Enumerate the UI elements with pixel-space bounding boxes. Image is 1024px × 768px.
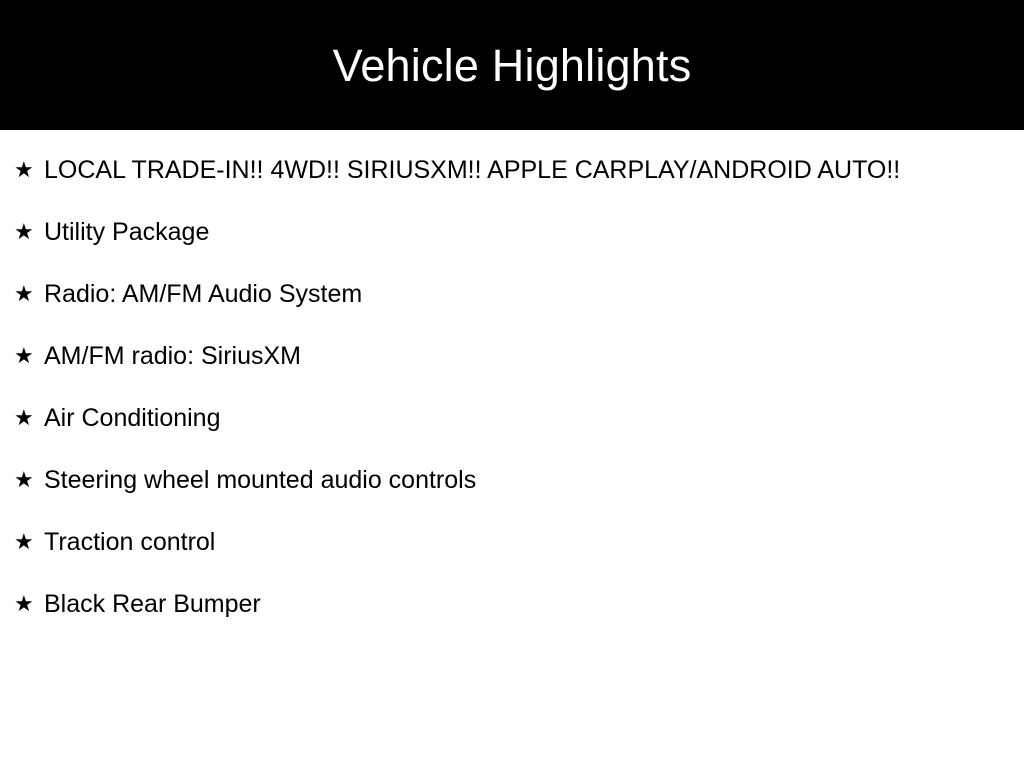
highlight-text: Utility Package — [44, 218, 210, 246]
list-item — [0, 462, 1024, 498]
page-title: Vehicle Highlights — [332, 39, 692, 91]
list-item — [0, 524, 1024, 560]
star-bullet-icon: ★ — [14, 157, 34, 182]
highlight-text: Radio: AM/FM Audio System — [44, 280, 363, 308]
vehicle-highlights-list — [0, 130, 1024, 622]
star-bullet-icon: ★ — [14, 219, 34, 244]
list-item — [0, 586, 1024, 622]
star-bullet-icon: ★ — [14, 405, 34, 430]
highlight-text: Black Rear Bumper — [44, 590, 261, 618]
list-item — [0, 400, 1024, 436]
highlight-text: Air Conditioning — [44, 404, 221, 432]
star-bullet-icon: ★ — [14, 281, 34, 306]
star-bullet-icon: ★ — [14, 529, 34, 554]
star-bullet-icon: ★ — [14, 467, 34, 492]
page-header — [0, 0, 1024, 130]
highlight-text: AM/FM radio: SiriusXM — [44, 342, 301, 370]
highlight-text: Steering wheel mounted audio controls — [44, 466, 477, 494]
list-item — [0, 214, 1024, 250]
highlight-text: LOCAL TRADE-IN!! 4WD!! SIRIUSXM!! APPLE CARPLAY/ANDROID AUTO!! — [44, 156, 901, 184]
star-bullet-icon: ★ — [14, 343, 34, 368]
highlight-text: Traction control — [44, 528, 216, 556]
list-item — [0, 338, 1024, 374]
list-item — [0, 276, 1024, 312]
list-item — [0, 152, 1024, 188]
star-bullet-icon: ★ — [14, 591, 34, 616]
